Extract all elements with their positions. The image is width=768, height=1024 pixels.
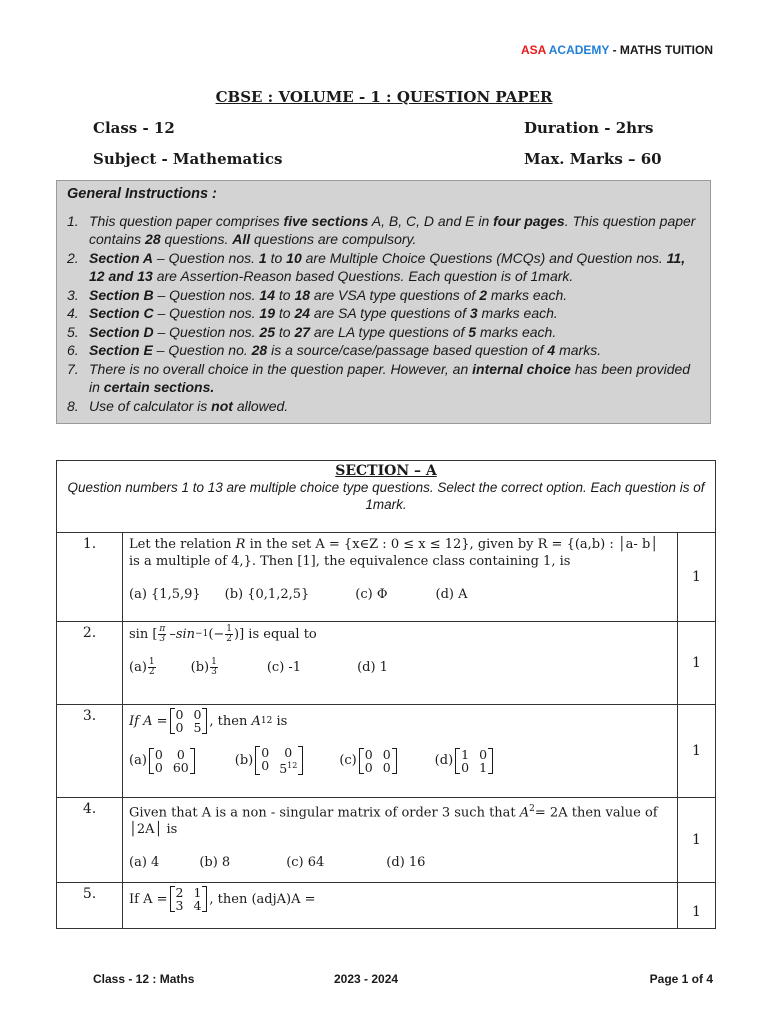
q2-option-a	[129, 658, 157, 677]
instruction-emphasis: 11, 12 and 13	[89, 249, 686, 284]
q3-opt-a-label: (a)	[129, 753, 147, 769]
matrix-cell: 1	[479, 759, 488, 775]
instruction-text: to	[275, 323, 295, 340]
section-a-header	[57, 461, 716, 533]
instruction-text: – Question nos.	[153, 323, 260, 340]
instruction-item	[67, 304, 700, 323]
instruction-number: 4.	[67, 305, 79, 321]
q2-option-b	[191, 658, 219, 677]
q2-inverse: −1	[195, 629, 209, 639]
q4-exponent: 2	[529, 804, 535, 814]
q4-option-d: (d) 16	[386, 855, 426, 871]
matrix-cell: 0	[364, 746, 373, 762]
q3-matrix-option-a	[149, 748, 195, 774]
q2-option-c: (c) -1	[266, 660, 302, 675]
question-row-4	[57, 798, 716, 883]
instruction-emphasis: 25	[259, 323, 275, 340]
instruction-text: questions.	[160, 231, 233, 247]
q5-text-2: , then (adjA)A =	[209, 891, 316, 907]
brand-asa: ASA	[520, 43, 546, 57]
matrix-cell: 0	[382, 759, 391, 775]
question-2-text	[123, 622, 678, 705]
instruction-text: marks.	[555, 342, 602, 358]
instruction-number: 1.	[67, 212, 79, 229]
matrix-cell: 1	[193, 885, 202, 900]
matrix-cell: 0	[284, 745, 293, 760]
instruction-text: allowed.	[232, 397, 289, 414]
instruction-emphasis: 1	[258, 249, 267, 266]
q2-a-num: 1	[148, 657, 155, 667]
instructions-heading: General Instructions :	[67, 186, 217, 202]
question-number: 4.	[57, 798, 123, 883]
section-a-description: Question numbers 1 to 13 are multiple choice type questions. Select the correct option. Each question is of 1mark.	[67, 480, 705, 512]
instruction-emphasis: 27	[294, 323, 311, 340]
footer-year: 2023 - 2024	[334, 972, 399, 986]
q3-matrix-option-b	[255, 746, 303, 775]
matrix-cell: 0	[176, 746, 185, 762]
instruction-text: to	[266, 249, 287, 266]
instruction-emphasis: 19	[259, 305, 275, 321]
instruction-item	[67, 397, 700, 416]
q3-opt-d-label: (d)	[434, 753, 454, 769]
instruction-item	[67, 249, 700, 286]
matrix-cell: 0	[154, 746, 163, 762]
instruction-emphasis: five sections	[283, 212, 369, 229]
q3-var-a: A	[143, 713, 153, 729]
question-mark: 1	[678, 798, 716, 883]
instruction-text: to	[275, 286, 295, 303]
q3-option-d	[435, 748, 495, 774]
q2-opt-a-frac	[148, 658, 156, 677]
instruction-text: – Question nos.	[153, 249, 259, 266]
q4-var-a: A	[519, 805, 530, 821]
q1-text-1: Let the relation	[129, 537, 236, 552]
question-mark: 1	[678, 622, 716, 705]
instruction-emphasis: not	[211, 397, 233, 414]
q1-text-2: in the set A = {x∈Z : 0 ≤ x ≤ 12}, given by R = {(a,b) : │a- b│ is a multiple of 4,}. Then [1], the equivalence class containing 1, is	[129, 537, 659, 569]
instruction-number: 7.	[67, 360, 79, 377]
duration-label: Duration - 2hrs	[524, 119, 654, 137]
q5-matrix-a	[170, 886, 208, 912]
q2-three: 3	[159, 634, 166, 644]
instruction-emphasis: 24	[294, 305, 311, 321]
instruction-item	[67, 286, 700, 305]
q2-b-den: 3	[211, 667, 217, 677]
instruction-text: is a source/case/passage based question of	[267, 342, 548, 358]
q2-asin: sin	[175, 627, 196, 642]
q2-b-num: 1	[211, 657, 217, 667]
q3-exponent: 12	[260, 715, 273, 726]
instruction-emphasis: 4	[547, 342, 556, 358]
brand-academy: ACADEMY	[548, 43, 610, 57]
matrix-cell: 0	[261, 758, 270, 773]
instruction-number: 5.	[67, 323, 79, 340]
instruction-item	[67, 323, 700, 342]
instruction-text: Use of calculator is	[89, 397, 212, 414]
q2-two: 2	[226, 634, 233, 644]
q2-close: )]	[234, 627, 245, 642]
instruction-emphasis: 10	[286, 249, 302, 266]
question-mark: 1	[678, 705, 716, 798]
q3-options	[129, 746, 671, 775]
section-a-table	[56, 460, 716, 929]
question-5-text	[123, 883, 678, 929]
q2-minus: –	[169, 627, 176, 642]
question-1-text	[123, 533, 678, 622]
instruction-text: A, B, C, D and E in	[368, 212, 494, 229]
q2-pi: π	[159, 624, 166, 634]
instruction-emphasis: Section E	[89, 342, 153, 358]
instruction-emphasis: All	[232, 231, 251, 247]
q3-matrix-option-c	[359, 748, 397, 774]
question-mark: 1	[678, 533, 716, 622]
q2-opt-b-label: (b)	[190, 660, 210, 675]
q4-options	[129, 854, 671, 871]
matrix-cell: 60	[172, 759, 189, 775]
q1-option-b: (b) {0,1,2,5}	[224, 587, 310, 602]
matrix-cell: 5	[193, 720, 202, 735]
instruction-text: There is no overall choice in the question paper. However, an	[89, 360, 473, 377]
instruction-text: – Question nos.	[153, 286, 260, 303]
instruction-emphasis: 2	[479, 286, 487, 303]
q2-one: 1	[226, 624, 233, 634]
instruction-text: – Question nos.	[153, 305, 260, 321]
q2-neg: (−	[208, 627, 225, 642]
instruction-text: marks each.	[477, 305, 558, 321]
q3-then: , then	[209, 713, 252, 729]
subject-label: Subject - Mathematics	[93, 150, 283, 168]
instruction-emphasis: certain sections.	[103, 379, 215, 395]
instruction-emphasis: 5	[468, 323, 477, 340]
paper-title: CBSE : VOLUME - 1 : QUESTION PAPER	[215, 88, 553, 106]
q4-option-c: (c) 64	[286, 855, 325, 871]
instruction-emphasis: Section A	[89, 249, 154, 266]
q2-pi-over-3	[158, 625, 166, 644]
instruction-number: 3.	[67, 286, 79, 303]
question-3-text	[123, 705, 678, 798]
max-marks-label: Max. Marks – 60	[524, 150, 662, 168]
instruction-number: 2.	[67, 249, 79, 266]
q1-var-r: R	[235, 537, 246, 552]
matrix-cell: 0	[175, 720, 184, 735]
q2-one-half	[225, 625, 233, 644]
instruction-text: to	[275, 305, 295, 321]
instruction-text: . This question paper contains	[89, 212, 696, 247]
q3-a-power: A	[251, 713, 261, 729]
section-a-title: SECTION – A	[335, 463, 437, 479]
q2-tail: is equal to	[244, 627, 317, 642]
instruction-text: are VSA type questions of	[310, 286, 480, 303]
instruction-emphasis: internal choice	[472, 360, 571, 377]
q2-a-den: 2	[148, 667, 155, 677]
q3-matrix-option-d	[455, 748, 493, 774]
instruction-text: has been provided in	[89, 360, 691, 395]
matrix-cell: 0	[193, 707, 202, 722]
matrix-cell-exponent: 12	[287, 761, 298, 770]
q2-sin-open: sin [	[129, 627, 158, 642]
matrix-cell: 0	[175, 707, 184, 722]
instruction-emphasis: Section B	[89, 286, 154, 303]
instruction-text: are Assertion-Reason based Questions. Each question is of 1mark.	[152, 268, 574, 284]
class-label: Class - 12	[93, 119, 175, 137]
instruction-text: – Question no.	[152, 342, 252, 358]
instruction-emphasis: Section D	[89, 323, 154, 340]
matrix-cell: 0	[364, 759, 373, 775]
question-row-1	[57, 533, 716, 622]
question-number: 5.	[57, 883, 123, 929]
q2-opt-a-label: (a)	[129, 660, 147, 675]
instruction-text: questions are compulsory.	[250, 231, 417, 247]
instruction-text: marks each.	[486, 286, 568, 303]
q1-option-d: (d) A	[435, 587, 468, 602]
matrix-cell: 4	[193, 898, 202, 913]
q3-if: If	[129, 713, 139, 729]
matrix-cell: 1	[461, 746, 470, 762]
instruction-emphasis: 18	[294, 286, 311, 303]
footer-page-number: Page 1 of 4	[649, 972, 713, 986]
footer-class: Class - 12 : Maths	[93, 972, 195, 986]
q3-equals: =	[152, 713, 168, 729]
q3-matrix-a	[170, 708, 208, 734]
instruction-number: 8.	[67, 397, 79, 414]
q1-option-a: (a) {1,5,9}	[129, 587, 201, 602]
instruction-emphasis: 14	[259, 286, 275, 303]
instruction-number: 6.	[67, 342, 79, 358]
question-number: 3.	[57, 705, 123, 798]
instruction-text: This question paper comprises	[89, 212, 284, 229]
q2-options	[129, 658, 671, 677]
instruction-emphasis: Section C	[89, 305, 154, 321]
matrix-cell: 0	[479, 746, 488, 762]
instruction-emphasis: four pages	[493, 212, 565, 229]
q4-option-b: (b) 8	[199, 855, 231, 871]
q4-option-a: (a) 4	[129, 855, 160, 871]
instructions-list	[67, 212, 700, 416]
q4-text-1: Given that A is a non - singular matrix of order 3 such that	[129, 805, 520, 821]
question-4-text	[123, 798, 678, 883]
q3-opt-b-label: (b)	[234, 753, 254, 769]
q2-opt-b-frac	[210, 658, 218, 677]
question-mark: 1	[678, 883, 716, 929]
matrix-cell: 3	[175, 898, 184, 913]
question-number: 2.	[57, 622, 123, 705]
instruction-item	[67, 341, 700, 360]
q5-text-1: If A =	[129, 891, 168, 907]
matrix-cell: 0	[154, 759, 163, 775]
q3-option-a	[129, 748, 197, 774]
question-row-5	[57, 883, 716, 929]
q3-option-b	[235, 746, 306, 775]
q3-opt-c-label: (c)	[339, 753, 357, 769]
q2-option-d: (d) 1	[357, 660, 388, 675]
matrix-cell	[279, 759, 297, 775]
q1-options	[129, 586, 671, 603]
instruction-item	[67, 360, 700, 397]
general-instructions-box	[56, 180, 711, 424]
instruction-text: are LA type questions of	[310, 323, 469, 340]
instruction-emphasis: 28	[145, 231, 161, 247]
q4-text-2: = 2A then value of │2A│ is	[129, 805, 658, 838]
matrix-cell: 0	[461, 759, 470, 775]
q3-is: is	[272, 713, 288, 729]
section-a-header-row	[57, 461, 716, 533]
q1-option-c: (c) Φ	[355, 587, 388, 602]
instruction-emphasis: 3	[469, 305, 478, 321]
instruction-text: are SA type questions of	[310, 305, 470, 321]
question-row-2	[57, 622, 716, 705]
instruction-text: are Multiple Choice Questions (MCQs) and Question nos.	[301, 249, 667, 266]
brand-header	[521, 43, 713, 57]
matrix-cell: 0	[382, 746, 391, 762]
instruction-emphasis: 28	[251, 342, 268, 358]
question-number: 1.	[57, 533, 123, 622]
instruction-item	[67, 212, 700, 249]
matrix-cell: 2	[175, 885, 184, 900]
matrix-cell: 0	[261, 745, 270, 760]
q3-option-c	[339, 748, 398, 774]
brand-tagline: - MATHS TUITION	[612, 43, 713, 57]
instruction-text: marks each.	[476, 323, 557, 340]
matrix-cell-base: 5	[279, 761, 288, 777]
question-row-3	[57, 705, 716, 798]
